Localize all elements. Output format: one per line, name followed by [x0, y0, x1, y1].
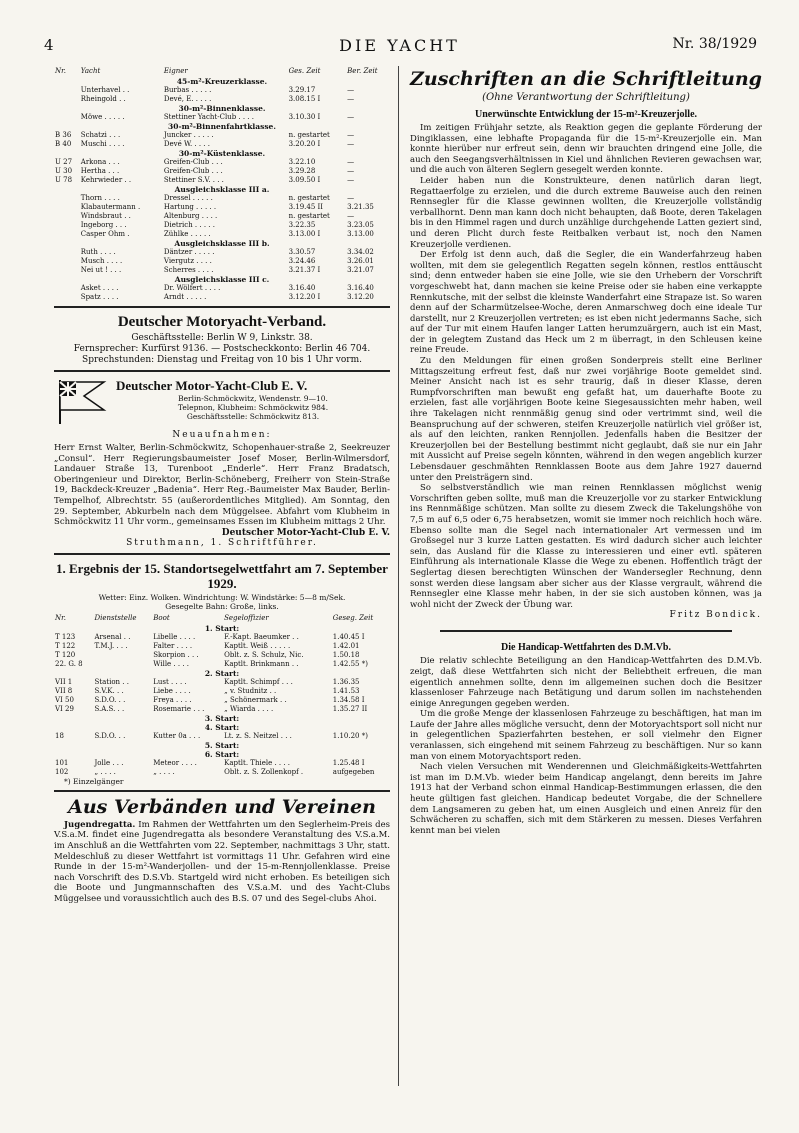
cell-ges: 3.10.30 I: [288, 113, 321, 121]
cell-ges: 3.12.20 I: [288, 293, 321, 301]
cell-off: „ Wiarda . . . .: [224, 704, 274, 713]
cell-yacht: Musch . . . .: [80, 257, 123, 265]
cell-yacht: Möwe . . . . .: [80, 113, 125, 121]
cell-ges: 3.24.46: [288, 257, 316, 265]
cell-owner: Stettiner S.V. . . .: [163, 176, 224, 184]
table-row: [54, 95, 390, 104]
zuschriften-title: Zuschriften an die Schriftleitung: [410, 68, 762, 90]
cell-ges: 3.09.50 I: [288, 176, 321, 184]
table-row: [54, 678, 390, 687]
results2-title: 1. Ergebnis der 15. Standortsegelwettfahrt am 7. September 1929.: [56, 560, 388, 591]
cell-ges: 3.29.28: [288, 167, 316, 175]
cell-owner: Scherres . . . .: [163, 266, 214, 274]
start-row: [54, 741, 390, 750]
cell-owner: Dr. Wölfert . . . .: [163, 284, 221, 292]
separator: [54, 790, 390, 792]
cell-ges: 3.22.35: [288, 221, 316, 229]
cell-yacht: Casper Ohm .: [80, 230, 130, 238]
zuschriften-p2: Leider haben nun die Konstrukteure, denen natürlich daran liegt, Regattaerfolge zu erzielen, und die durch extreme Bauweise auch den reinen Rennsegler für die Klasse gewinnen wollten, die Kreuzerjolle vollständig verballhornt. Denn man kann doch nicht behaupten, daß Boote, deren Takelagen bis in den Himmel ragen und durch unzählige durchgehende Latten geziert sind, und deren Plicht durch feste Reitbalken verbaut ist, noch den Namen Kreuzerjolle verdienen.: [410, 175, 762, 250]
col-officer: Segeloffizier: [224, 613, 269, 622]
cell-owner: Juncker . . . . .: [163, 131, 214, 139]
separator: [54, 306, 390, 308]
verbaende-body: Im Rahmen der Wettfahrten um den Seglerheim-Preis des V.S.a.M. findet eine Jugendregatta als besondere Veranstaltung des V.S.a.M. im Anschluß an die Wettfahrten vom 22. September, nachmittags 3 Uhr, statt. Meldeschluß zu dieser Wettfahrt ist vormittags 11 Uhr. Gefahren wird eine Runde in der 15-m²-Wanderjollen- und der 15-m-Rennjollenklasse. Preise nach Vorschrift des D.S.Vb. Startgeld wird nicht erhoben. Es beteiligen sich die Boote und Jungmannschaften des V.S.a.M. und des Yacht-Clubs Müggelsee und voraussichtlich auch des B.S. 07 und des Segel-clubs Ahoi.: [54, 819, 391, 904]
cell-yacht: Unterhavel . .: [80, 86, 130, 94]
verbaende-lead: Jugendregatta.: [64, 819, 136, 830]
handicap-p2: Um die große Menge der klassenlosen Fahrzeuge zu beschäftigen, hat man im Laufe der Jahre alles mögliche versucht, denn der Motoryachtsport soll nicht nur in gelegentlichen Spazierfahrten bestehen, er soll vielmehr den Eigner veranlassen, sich eingehend mit seinem Fahrzeug zu beschäftigen. Nur so kann man von einem Motoryachtsport reden.: [410, 709, 762, 762]
class-row: [54, 104, 390, 113]
cell-nr: [54, 194, 80, 203]
cell-nr: VI 50: [55, 695, 74, 704]
cell-ber: —: [347, 158, 355, 166]
col-nr: Nr.: [55, 67, 66, 75]
cell-nr: 22. G. 8: [55, 659, 83, 668]
cell-ges: n. gestartet: [288, 194, 330, 202]
zuschriften-heading: Unerwünschte Entwicklung der 15-m²-Kreuzerjolle.: [474, 109, 698, 120]
cell-yacht: Windsbraut . .: [80, 212, 131, 220]
class-row: [54, 77, 390, 86]
cell-ges: 3.30.57: [288, 248, 316, 256]
issue-number: Nr. 38/1929: [672, 36, 757, 52]
table-row: [54, 140, 390, 149]
table-row: [54, 705, 390, 714]
table-row: [54, 651, 390, 660]
cell-owner: Dietrich . . . . .: [163, 221, 215, 229]
cell-off: Kaptlt. Thiele . . . .: [224, 758, 291, 767]
cell-yacht: Kehrwieder . .: [80, 176, 132, 184]
table-row: [54, 633, 390, 642]
cell-nr: U 30: [55, 167, 73, 175]
cell-t: 1.41.53: [332, 686, 360, 695]
col-boat: Boot: [153, 613, 170, 622]
start-label: 6. Start:: [204, 749, 240, 759]
cell-boat: Libelle . . . .: [153, 632, 196, 641]
cell-nr: 102: [55, 767, 69, 776]
column-divider: [398, 66, 399, 1086]
cell-owner: Däntzer . . . . .: [163, 248, 215, 256]
cell-t: 1.35.27 II: [332, 704, 368, 713]
cell-nr: [54, 113, 80, 122]
dmv-line2: Fernsprecher: Kurfürst 9136. — Postscheckkonto: Berlin 46 704.: [73, 344, 371, 354]
class-row: [54, 149, 390, 158]
cell-ber: 3.21.35: [347, 203, 374, 211]
results2-note: *) Einzelgänger: [64, 776, 124, 786]
zuschriften-subtitle: (Ohne Verantwortung der Schriftleitung): [482, 92, 690, 103]
club-sign-person: Struthmann, 1. Schriftführer.: [126, 537, 318, 548]
handicap-title: Die Handicap-Wettfahrten des D.M.Vb.: [501, 642, 671, 654]
cell-boat: Rosemarie . . .: [153, 704, 205, 713]
club-neuaufnahmen: Neuaufnahmen:: [172, 430, 272, 440]
verbaende-title: Aus Verbänden und Vereinen: [68, 795, 376, 818]
left-column: [54, 66, 390, 905]
cell-owner: Burbas . . . . .: [163, 86, 212, 94]
cell-nr: [54, 221, 80, 230]
col-yacht: Yacht: [80, 67, 101, 75]
cell-boat: Lust . . . .: [153, 677, 187, 686]
start-label: 1. Start:: [204, 623, 240, 633]
cell-boat: Skorpion . . .: [153, 650, 199, 659]
start-row: [54, 669, 390, 678]
cell-nr: U 78: [55, 176, 73, 184]
cell-nr: 18: [55, 731, 64, 740]
table-row: [54, 212, 390, 221]
cell-boat: „ . . . .: [153, 767, 175, 776]
class-row: [54, 239, 390, 248]
table-row: [54, 759, 390, 768]
cell-owner: Zühlke . . . . .: [163, 230, 211, 238]
club-title: Deutscher Motor-Yacht-Club E. V.: [116, 378, 308, 393]
cell-off: Kaptlt. Weiß . . . . .: [224, 641, 291, 650]
zuschriften-p3: Der Erfolg ist denn auch, daß die Segler, die ein Wanderfahrzeug haben wollten, mit dem sie gelegentlich Regatten segeln können, restlos enttäuscht sind; denn entweder haben sie eine Jolle, wie sie den Urhebern der Vorschrift vorgeschwebt hat, dann machen sie keine Preise oder sie haben eine verkappte Rennkutsche, mit der selbst die kleinste Wanderfahrt eine Strapaze ist. So waren denn auf der Scharmützelsee-Woche, deren Anmarschweg doch eine ideale Tur darstellt, nur 2 Kreuzerjollen vertreten; es ist eben nicht jedermanns Sache, sich auf der Tur mit einem Haufen langer Latten herumzuärgern, auch ist ein Mast, der in gelegtem Zustand das Heck um 2 m überragt, in den Schleusen keine reine Freude.: [410, 250, 762, 356]
cell-st: [93, 651, 152, 660]
class-label: 30-m²-Binnenklasse.: [178, 104, 266, 113]
cell-ges: 3.08.15 I: [288, 95, 321, 103]
cell-st: [93, 660, 152, 669]
separator: [54, 553, 390, 555]
zuschriften-p4: Zu den Meldungen für einen großen Sonderpreis stellt eine Berliner Mittagszeitung erfreut fest, daß nur zwei vorjährige Boote gemeldet sind. Meiner Ansicht nach ist es sehr traurig, daß in dieser Klasse, deren Rumpfvorschriften man bewußt eng gefaßt hat, um dauerhafte Boote zu erzielen, fast alle vorjährigen Boote keine Siegesaussichten mehr haben, weil ihre Takelagen nicht rennmäßig genug sind oder vertrimmt sind, weil die Beanspruchung auf der schweren, steifen Kreuzerjolle natürlich viel größer ist, als auf den leichten, ranken Rennjollen. Jedenfalls haben die Besitzer der Kreuzerjollen bei der Bestellung bestimmt nicht geglaubt, daß sie nur ein Jahr mit Aussicht auf Preise segeln könnten, während in den wegen angeblich kurzer Lebensdauer geschmähten Rennklassen Boote aus dem Jahre 1927 dauernd unter den Preisträgern sind.: [410, 356, 762, 483]
cell-ges: 3.29.17: [288, 86, 316, 94]
start-row: [54, 723, 390, 732]
class-row: [54, 275, 390, 284]
table-row: [54, 293, 390, 302]
handicap-p1: Die relativ schlechte Beteiligung an den Handicap-Wettfahrten des D.M.Vb. zeigt, daß diese Wettfahrten sich nicht der Beliebtheit erfreuen, die man eigentlich annehmen sollte, denn im allgemeinen suchen doch die Besitzer klassenloser Fahrzeuge nach Betätigung und darum sollen im nachstehenden einige Anregungen gegeben werden.: [410, 656, 762, 709]
cell-nr: B 40: [55, 140, 72, 148]
table-row: [54, 158, 390, 167]
cell-t: aufgegeben: [332, 767, 375, 776]
cell-ges: 3.20.20 I: [288, 140, 321, 148]
cell-off: Kaptlt. Brinkmann . .: [224, 659, 299, 668]
cell-owner: Hartung . . . . .: [163, 203, 217, 211]
cell-nr: T 122: [55, 641, 76, 650]
cell-t: 1.42.55 *): [332, 659, 368, 668]
cell-owner: Devé, E. . . . .: [163, 95, 212, 103]
cell-ges: n. gestartet: [288, 131, 330, 139]
club-address: Berlin-Schmöckwitz, Wendenstr. 9—10.: [178, 394, 328, 403]
start-row: [54, 750, 390, 759]
cell-yacht: Ingeborg . . .: [80, 221, 127, 229]
table-row: [54, 257, 390, 266]
club-sign-org: Deutscher Motor-Yacht-Club E. V.: [221, 527, 390, 538]
cell-owner: Altenburg . . . .: [163, 212, 218, 220]
cell-yacht: Rheingold . .: [80, 95, 126, 103]
col-owner: Eigner: [163, 67, 188, 75]
cell-ges: 3.19.45 II: [288, 203, 324, 211]
cell-off: Oblt. z. S. Zollenkopf .: [224, 767, 304, 776]
cell-boat: Freya . . . .: [153, 695, 192, 704]
cell-ber: —: [347, 95, 355, 103]
cell-ges: 3.16.40: [288, 284, 316, 292]
cell-owner: Dressel . . . . .: [163, 194, 213, 202]
cell-yacht: Klabautermann .: [80, 203, 141, 211]
col-nr: Nr.: [55, 613, 66, 622]
cell-ges: 3.22.10: [288, 158, 316, 166]
table-row: [54, 266, 390, 275]
cell-ber: 3.13.00: [347, 230, 374, 238]
cell-yacht: Ruth . . . .: [80, 248, 116, 256]
cell-nr: [54, 293, 80, 302]
cell-nr: [54, 203, 80, 212]
cell-ber: 3.26.01: [347, 257, 374, 265]
cell-yacht: Spatz . . . .: [80, 293, 119, 301]
cell-yacht: Muschi . . . .: [80, 140, 125, 148]
cell-t: 1.34.58 I: [332, 695, 365, 704]
results2-course: Gesegelte Bahn: Große, links.: [165, 601, 279, 611]
cell-boat: Meteor . . . .: [153, 758, 197, 767]
start-label: 4. Start:: [204, 722, 240, 732]
cell-ber: —: [347, 113, 355, 121]
class-row: [54, 122, 390, 131]
cell-st: Station . .: [94, 677, 129, 686]
class-label: Ausgleichsklasse III b.: [174, 239, 270, 248]
table-row: [54, 660, 390, 669]
cell-ber: —: [347, 176, 355, 184]
cell-t: 1.42.01: [332, 641, 360, 650]
table-row: [54, 203, 390, 212]
table-row: [54, 131, 390, 140]
cell-off: Kaptlt. Schimpf . . .: [224, 677, 293, 686]
table-row: [54, 113, 390, 122]
club-flag-icon: [54, 378, 108, 426]
cell-boat: Falter . . . .: [153, 641, 193, 650]
table-row: [54, 230, 390, 239]
table-row: [54, 86, 390, 95]
cell-yacht: Thorn . . . .: [80, 194, 120, 202]
class-row: [54, 185, 390, 194]
dmv-line3: Sprechstunden: Dienstag und Freitag von 10 bis 1 Uhr vorm.: [82, 355, 362, 365]
cell-nr: 101: [55, 758, 69, 767]
cell-nr: [54, 86, 80, 95]
cell-nr: VII 1: [55, 677, 73, 686]
table-row: [54, 194, 390, 203]
cell-owner: Devé W. . . . .: [163, 140, 210, 148]
cell-ber: —: [347, 167, 355, 175]
cell-nr: [54, 212, 80, 221]
club-phone: Telepnon, Klubheim: Schmöckwitz 984.: [177, 403, 329, 412]
class-label: 30-m²-Binnenfahrtklasse.: [168, 122, 276, 131]
cell-owner: Viergutz . . . .: [163, 257, 212, 265]
page-number: 4: [44, 36, 54, 54]
cell-st: S.D.O. . .: [94, 731, 126, 740]
cell-ber: 3.21.07: [347, 266, 374, 274]
cell-nr: U 27: [55, 158, 73, 166]
cell-boat: Liebe . . . .: [153, 686, 191, 695]
class-label: 30-m²-Küstenklasse.: [178, 149, 266, 158]
cell-ber: —: [347, 131, 355, 139]
cell-nr: [54, 230, 80, 239]
cell-boat: Kutter 0a . . .: [153, 731, 201, 740]
zuschriften-p5: So selbstverständlich wie man reinen Rennklassen möglichst wenig Vorschriften geben sollte, muß man die Kreuzerjolle vor zu starker Entwicklung ins Rennmäßige schützen. Man sollte zu diesem Zweck die Takelungshöhe von 7,5 m auf 6,5 oder 6,75 herabsetzen, womit sie immer noch reichlich hoch wäre. Ebenso sollte man die Segel nach internationaler Art vermessen und im Großsegel nur 3 kurze Latten gestatten. Es wird dadurch sicher auch leichter sein, das Ausland für die Klasse zu interessieren und einer evtl. späteren Einführung als internationale Klasse die Wege zu ebenen. Hoffentlich trägt der Seglertag diesen berechtigten Wünschen der Wandersegler Rechnung, denn sonst werden diese langsam aber sicher aus der Klasse vergrault, während die Rennsegler eine Klasse mehr haben, in der sie sich austoben können, was ja wohl nicht der Zweck der Übung war.: [410, 483, 762, 610]
cell-yacht: Hertha . . .: [80, 167, 120, 175]
col-station: Dienststelle: [94, 613, 137, 622]
col-ber: Ber. Zeit: [347, 67, 378, 75]
magazine-title: DIE YACHT: [339, 36, 460, 55]
class-label: Ausgleichsklasse III a.: [174, 185, 270, 194]
table-row: [54, 642, 390, 651]
start-label: 2. Start:: [204, 668, 240, 678]
cell-ges: 3.13.00 I: [288, 230, 321, 238]
class-label: Ausgleichsklasse III c.: [174, 275, 270, 284]
cell-t: 1.40.45 I: [332, 632, 365, 641]
cell-t: 1.36.35: [332, 677, 360, 686]
cell-nr: T 123: [55, 632, 76, 641]
cell-st: S.A.S. . .: [94, 704, 125, 713]
handicap-p3: Nach vielen Versuchen mit Wenderennen und Gleichmäßigkeits-Wettfahrten ist man im D.M.Vb. wieder beim Handicap angelangt, denn bereits im Jahre 1913 hat der Verband schon einmal Handicap-Bestimmungen erlassen, die den heute gültigen fast gleichen. Handicap bedeutet Vorgabe, die der Schnellere dem Langsameren zu geben hat, um einen Ausgleich und einen Anreiz für den Schwächeren zu schaffen, sich mit dem Stärkeren zu messen. Dieses Verfahren kennt man bei vielen: [410, 762, 762, 836]
page-header: [0, 32, 799, 56]
table-row: [54, 176, 390, 185]
cell-nr: [54, 266, 80, 275]
cell-ber: —: [347, 212, 355, 220]
table-row: [54, 768, 390, 777]
cell-t: 1.50.18: [332, 650, 360, 659]
cell-st: Jolle . . .: [94, 758, 124, 767]
cell-nr: [54, 257, 80, 266]
cell-ber: —: [347, 140, 355, 148]
club-header: [54, 378, 390, 426]
table-row: [54, 284, 390, 293]
cell-owner: Arndt . . . . .: [163, 293, 207, 301]
cell-yacht: Asket . . . .: [80, 284, 119, 292]
cell-st: „ . . . .: [94, 767, 116, 776]
cell-nr: [54, 95, 80, 104]
cell-st: T.M.J. . . .: [94, 641, 128, 650]
right-column: [410, 66, 762, 836]
club-body: Herr Ernst Walter, Berlin-Schmöckwitz, Schopenhauer-straße 2, Seekreuzer „Consul“. Herr Regierungsbaumeister Josef Moser, Berlin-Wilmersdorf, Landauer Straße 13, Turenboot „Enderle“. Herr Franz Bradatsch, Oberingenieur und Direktor, Berlin-Schöneberg, Freiherr von Stein-Straße 19, Backdeck-Kreuzer „Badenia“. Herr Reg.-Baumeister Max Bauder, Berlin-Tempelhof, Albrechtstr. 55 (außerordentliches Mitglied). Am Sonntag, den 29. September, Abkurbeln nach dem Müggelsee. Abfahrt vom Klubheim in Schmöckwitz 11 Uhr vorm., gemeinsames Essen im Klubheim mittags 2 Uhr.: [54, 443, 390, 528]
results-table-1: [54, 66, 390, 302]
cell-ber: 3.16.40: [347, 284, 374, 292]
cell-ber: 3.34.02: [347, 248, 374, 256]
dmv-title: Deutscher Motoryacht-Verband.: [117, 314, 327, 330]
table-row: [54, 687, 390, 696]
cell-nr: [54, 248, 80, 257]
cell-t: 1.25.48 I: [332, 758, 365, 767]
start-row: [54, 714, 390, 723]
table-row: [54, 732, 390, 741]
cell-yacht: Nei ut ! . . .: [80, 266, 122, 274]
start-row: [54, 624, 390, 633]
cell-off: „ Schönermark . .: [224, 695, 287, 704]
cell-owner: Stettiner Yacht-Club . . . .: [163, 113, 254, 121]
cell-nr: VII 8: [55, 686, 73, 695]
separator: [54, 370, 390, 372]
col-time: Geseg. Zeit: [332, 613, 374, 622]
table-row: [54, 167, 390, 176]
cell-off: Lt. z. S. Neitzel . . .: [224, 731, 292, 740]
class-label: 45-m²-Kreuzerklasse.: [176, 77, 268, 86]
cell-owner: Greifen-Club . . .: [163, 167, 223, 175]
cell-nr: VI 29: [55, 704, 74, 713]
cell-ges: n. gestartet: [288, 212, 330, 220]
cell-nr: B 36: [55, 131, 72, 139]
results-table-2: [54, 613, 390, 777]
zuschriften-p1: Im zeitigen Frühjahr setzte, als Reaktion gegen die geplante Förderung der Dingiklassen, eine lebhafte Propaganda für die 15-m²-Kreuzerjolle ein. Man konnte hierüber nur erfreut sein, denn wir brauchten dringend eine Jolle, die auch den Seegangsverhältnissen in Kiel und ähnlichen Revieren gewachsen war, und die auch von älteren Seglern gesegelt werden konnte.: [410, 123, 762, 176]
cell-off: „ v. Studnitz . .: [224, 686, 277, 695]
dmv-line1: Geschäftsstelle: Berlin W 9, Linkstr. 38.: [131, 333, 313, 343]
cell-off: Oblt. z. S. Schulz, Nic.: [224, 650, 304, 659]
cell-yacht: Arkona . . .: [80, 158, 120, 166]
table-row: [54, 696, 390, 705]
cell-yacht: Schatzi . . .: [80, 131, 121, 139]
cell-owner: Greifen-Club . . .: [163, 158, 223, 166]
cell-ber: —: [347, 194, 355, 202]
start-label: 5. Start:: [204, 740, 240, 750]
cell-boat: Wille . . . .: [153, 659, 189, 668]
zuschriften-signature: Fritz Bondick.: [669, 610, 762, 621]
cell-ber: —: [347, 86, 355, 94]
start-label: 3. Start:: [204, 713, 240, 723]
results2-weather: Wetter: Einz. Wolken. Windrichtung: W. Windstärke: 5—8 m/Sek.: [98, 592, 346, 602]
cell-st: Arsenal . .: [94, 632, 131, 641]
cell-nr: [54, 284, 80, 293]
cell-ber: 3.23.05: [347, 221, 374, 229]
cell-t: 1.10.20 *): [332, 731, 368, 740]
col-ges: Ges. Zeit: [288, 67, 321, 75]
cell-st: S.D.O. . .: [94, 695, 126, 704]
table-row: [54, 221, 390, 230]
cell-ges: 3.21.37 I: [288, 266, 321, 274]
cell-nr: T 120: [55, 650, 76, 659]
separator: [440, 630, 732, 632]
cell-st: S.V.K. . .: [94, 686, 124, 695]
table-row: [54, 248, 390, 257]
cell-ber: 3.12.20: [347, 293, 374, 301]
cell-off: F.-Kapt. Baeumker . .: [224, 632, 299, 641]
club-office: Geschäftsstelle: Schmöckwitz 813.: [186, 412, 320, 421]
